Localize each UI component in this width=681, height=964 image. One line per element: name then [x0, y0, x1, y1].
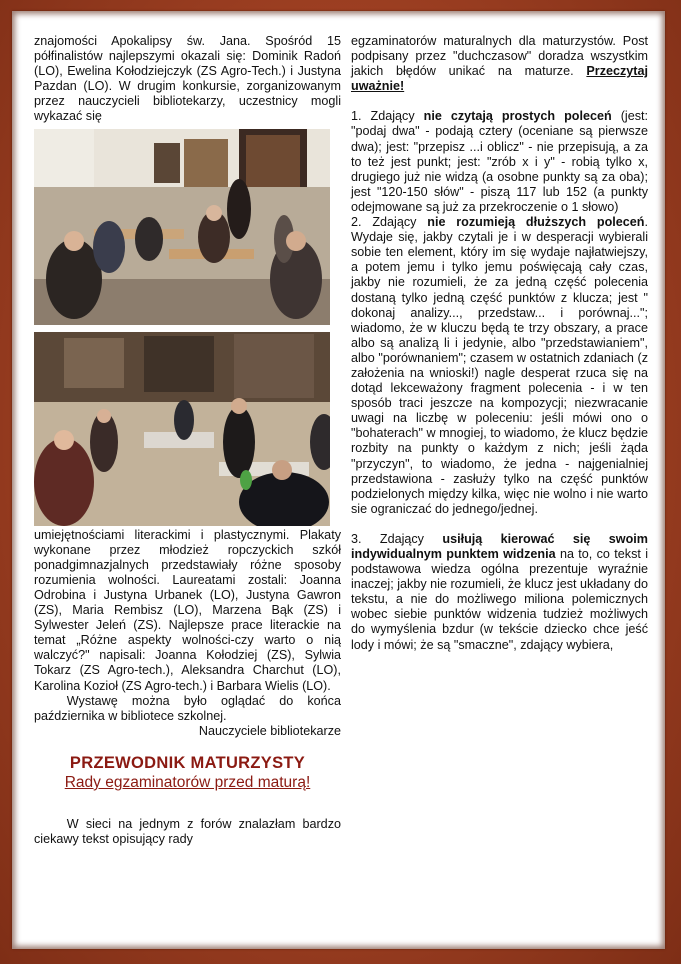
read-carefully-emphasis: Przeczytaj uważnie! — [351, 64, 648, 94]
newsletter-page — [12, 11, 665, 949]
tip-2 — [351, 215, 648, 517]
article-paragraph: umiejętnościami literackimi i plastycznymi. Plakaty wykonane przez młodzież ropczyckich szkół ponadgimnazjalnych przedstawiały różne sposoby rozumienia wolności. Laureatami zostali: Joanna Odrobina i Justyna Urbanek (LO), Justyna Gawron (ZS), Maria Rembisz (LO), Marzena Bąk (ZS) i Sylwester Jeleń (ZS). Najlepsze prace literackie na temat „Różne aspekty wolności-czy warto o nią walczyć?" napisali: Joanna Kołodziej (ZS), Sylwia Tokarz (ZS Agro-tech.), Aleksandra Charchut (LO), Karolina Kozioł (ZS Agro-tech.) i Barbara Wielis (LO). — [34, 527, 341, 693]
tip-number: 3. Zdający — [351, 531, 424, 546]
signature: Nauczyciele bibliotekarze — [198, 723, 341, 738]
tip-title: usiłują kierować się swoim indywidualnym punktem widzenia — [351, 531, 648, 561]
left-column — [34, 34, 341, 847]
article-paragraph: Wystawę można było oglądać do końca października w bibliotece szkolnej. — [34, 693, 341, 723]
tip-1 — [351, 109, 648, 215]
tip-title: nie czytają prostych poleceń — [423, 109, 612, 124]
right-column — [351, 34, 648, 653]
tip-title: nie rozumieją dłuższych poleceń — [427, 215, 645, 230]
tip-text: . Wydaje się, jakby czytali je i w desperacji wybierali sobie ten element, który im się wydaje najłatwiejszy, a potem jemu i tylko jemu poświęcają cały czas, jakby nie rozumieli, że za jedną część polecenia dostaną tylko jedną część punktów z klucza; jest " dokonaj analizy..., przedstaw... i porównaj..."; wiadomo, że w kluczu będą te trzy obszary, a prace albo są analizą li i jedynie, albo "przedstawianiem", albo "porównaniem"; czasem w ostatnich zdaniach (z założenia na wnioski!) nagle desperat rzuca się na dotąd lekceważony fragment polecenia - i w ten sposób traci jeszcze na kompozycji; niezwracanie uwagi na liczbę w poleceniu: jeśli mówi ono o "bohaterach" w mnogiej, to wiadomo, że klucz będzie rozbity na punkty o każdym z nich; jeśli żąda "przyczyn", to wiadomo, że jedna - najgenialniej przedstawiona - zasłuży tylko na część punktów podzielonych między kilka, więc nie wolno i nie warto sie ograniczać do jednego/jednej. — [351, 215, 648, 516]
tip-text: (jest: "podaj dwa" - podają cztery (oceniane są pierwsze dwa); jest: "przepisz ...i oblicz" - nie przepisują, a za to też jest punkt; jest: "zrób x i y" - robią tylko x, drugiego już nie widzą (a osobne punkty są za oba); jest "120-150 słów" - piszą 117 lub 152 (a punkty odejmowane są już za przekroczenie o 1 słowo) — [351, 109, 649, 214]
tip-number: 1. Zdający — [351, 109, 415, 124]
intro-paragraph — [351, 34, 648, 94]
classroom-photo-1 — [34, 129, 330, 325]
tip-text: na to, co tekst i podstawowa wiedza ogólna prezentuje wyraźnie inaczej; jakby nie rozumieli, że klucz jest układany do tekstu, a nie do możliwego miliona polemicznych wobec siebie punktów widzenia tudzież możliwych do wymyślenia bzdur (w tekście dziecko chce jeść lody i mówi; że są "smaczne", zdający wybiera, — [351, 547, 649, 652]
section-heading: PRZEWODNIK MATURZYSTY — [69, 753, 306, 772]
classroom-photo-2 — [34, 332, 330, 526]
tip-3 — [351, 532, 648, 653]
intro-text: egzaminatorów maturalnych dla maturzystów. Post podpisany przez "duchczasow" doradza wszystkim jakich błędów unikać na maturze. — [351, 34, 648, 79]
article-paragraph: W sieci na jednym z forów znalazłam bardzo ciekawy tekst opisujący rady — [34, 816, 341, 847]
section-subheading: Rady egzaminatorów przed maturą! — [64, 773, 311, 791]
tip-number: 2. Zdający — [351, 215, 417, 230]
article-paragraph: znajomości Apokalipsy św. Jana. Spośród 15 półfinalistów najlepszymi okazali się: Dominik Radoń (LO), Ewelina Kołodziejczyk (ZS Agro-Tech.) i Justyna Pazdan (LO). W drugim konkursie, zorganizowanym przez nauczycieli bibliotekarzy, uczestnicy mogli wykazać się — [34, 34, 341, 124]
